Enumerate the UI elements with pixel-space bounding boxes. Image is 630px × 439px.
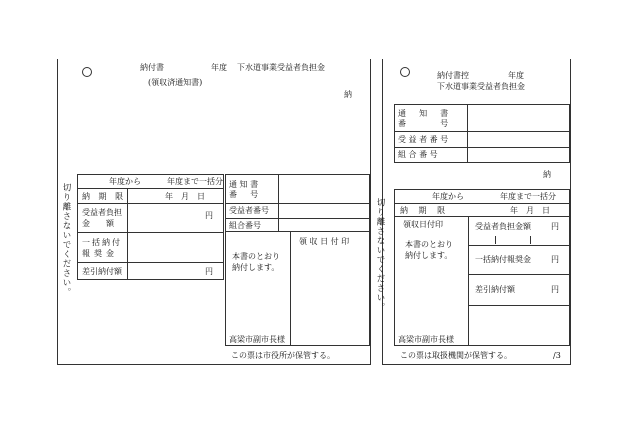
right-assessment-label: 受益者負担金額 [475, 222, 531, 231]
left-due-date: 年 月 日 [165, 192, 205, 201]
left-assessment-yen: 円 [205, 211, 213, 220]
right-notice-no-label-2: 番 号 [398, 119, 449, 128]
left-due-label: 納 期 限 [82, 192, 127, 201]
right-lump-yen: 円 [551, 255, 559, 264]
right-lump-label: 一括納付報奨金 [475, 255, 531, 264]
right-page-mark: /3 [553, 351, 561, 360]
rule [77, 203, 224, 204]
left-notice-no-label-2: 番 号 [229, 190, 259, 199]
right-slip-bottom [382, 364, 571, 365]
right-payer-suffix: 納 [543, 170, 551, 179]
rule [468, 216, 469, 346]
right-fee-name: 下水道事業受益者負担金 [437, 82, 525, 91]
left-year-label: 年度 [211, 63, 227, 72]
left-period-label2: 年度まで一括分 [167, 177, 223, 186]
rule [468, 305, 570, 306]
rule [468, 274, 570, 275]
left-mayor-label: 高梁市副市長様 [229, 335, 285, 344]
rule [127, 188, 128, 280]
left-beneficiary-no-label: 受益者番号 [229, 206, 269, 215]
left-net-yen: 円 [205, 267, 213, 276]
right-due-date: 年 月 日 [510, 206, 550, 215]
left-assessment-label-1: 受益者負担 [82, 208, 122, 217]
rule [467, 104, 468, 163]
left-subtitle: (領収済通知書) [148, 78, 203, 87]
right-union-no-label: 組 合 番 号 [398, 150, 438, 159]
rule [394, 216, 570, 217]
rule [468, 245, 570, 246]
punch-hole-icon [82, 67, 92, 77]
right-year-label: 年度 [508, 71, 524, 80]
rule [290, 232, 291, 346]
left-net-label: 差引納付額 [82, 267, 122, 276]
tick-mark [495, 236, 496, 244]
left-cut-note: 切り離さないでください。 [61, 183, 71, 297]
rule [394, 203, 570, 204]
right-net-label: 差引納付額 [475, 285, 515, 294]
left-slip-edge-right [370, 59, 371, 364]
right-assessment-yen: 円 [551, 222, 559, 231]
rule [278, 174, 279, 232]
right-title: 納付書控 [437, 71, 469, 80]
left-assessment-label-2: 金 額 [82, 219, 114, 228]
right-instruction-2: 納付します。 [405, 251, 453, 260]
right-instruction-1: 本書のとおり [405, 240, 453, 249]
rule [77, 262, 224, 263]
left-period-label: 年度から [109, 177, 141, 186]
rule [225, 218, 370, 219]
left-receipt-date-label: 領 収 日 付 印 [299, 237, 350, 246]
punch-hole-icon [400, 67, 410, 77]
right-due-label: 納 期 限 [400, 206, 450, 215]
left-footer: この票は市役所が保管する。 [231, 351, 335, 360]
right-footer: この票は取扱機関が保管する。 [400, 351, 512, 360]
left-slip-bottom [57, 364, 371, 365]
rule [77, 188, 224, 189]
rule [77, 232, 224, 233]
right-period-label: 年度から [432, 192, 464, 201]
left-slip-edge-left [57, 59, 58, 364]
left-union-no-label: 組合番号 [229, 221, 261, 230]
right-mayor-label: 高梁市副市長様 [398, 335, 454, 344]
rule [225, 203, 370, 204]
left-instruction-1: 本書のとおり [232, 252, 280, 261]
left-fee-name: 下水道事業受益者負担金 [237, 63, 325, 72]
right-cut-note: 切り離さないでください。 [375, 198, 385, 312]
left-instruction-2: 納付します。 [232, 263, 280, 272]
left-payer-suffix: 納 [344, 90, 352, 99]
left-receipt-area [225, 232, 370, 346]
right-notice-no-label-1: 通 知 書 [398, 109, 449, 118]
rule [394, 131, 570, 132]
right-receipt-label: 領収日付印 [403, 220, 443, 229]
rule [394, 147, 570, 148]
right-slip-edge-right [570, 59, 571, 364]
left-lump-label-1: 一括納付 [82, 238, 122, 247]
right-net-yen: 円 [551, 285, 559, 294]
right-beneficiary-no-label: 受 益 者 番 号 [398, 135, 449, 144]
tick-mark [530, 236, 531, 244]
right-period-label2: 年度まで一括分 [500, 192, 556, 201]
left-title: 納付書 [140, 63, 164, 72]
left-notice-no-label-1: 通 知 書 [229, 180, 259, 189]
left-lump-label-2: 報奨金 [82, 249, 118, 258]
